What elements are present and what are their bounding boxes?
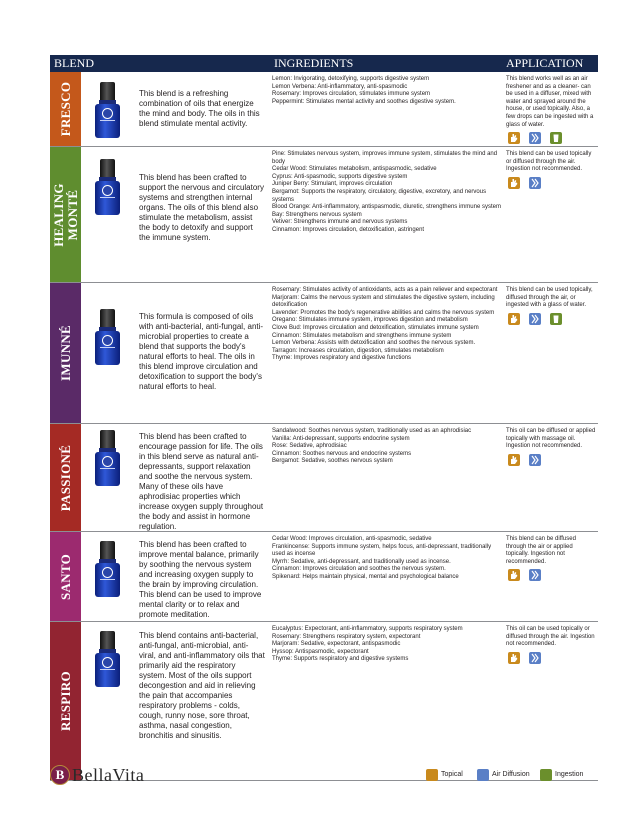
ingredient-item: Cyprus: Anti-spasmodic, supports digestive system bbox=[272, 173, 408, 180]
ingredient-item: Clove Bud: Improves circulation and detoxification, stimulates immune system bbox=[272, 324, 479, 331]
air-diffusion-icon bbox=[529, 569, 541, 581]
ingredients-list bbox=[272, 76, 505, 106]
legend-ingestion: Ingestion bbox=[540, 769, 583, 781]
topical-icon bbox=[508, 652, 520, 664]
blend-row bbox=[50, 147, 598, 283]
topical-icon bbox=[426, 769, 438, 781]
ingredient-item: Lemon Verbena: Assists with detoxification and soothes the nervous system. bbox=[272, 340, 476, 347]
bottle-image bbox=[94, 430, 121, 486]
ingredients-list bbox=[272, 626, 505, 664]
application-text: This oil can be used topically or diffused through the air. Ingestion not recommended. bbox=[506, 626, 595, 648]
ingredient-item: Thyme: Supports respiratory and digestive systems bbox=[272, 656, 409, 663]
blend-description: This blend has been crafted to encourage passion for life. The oils in this blend serve as natural anti-depressants, support relaxation and soothe the nervous system. Many of these oils have aphrodisiac properties which increase oxygen supply throughout the body and assist in hormone regulation. bbox=[139, 432, 264, 531]
ingredient-item: Lemon Verbena: Anti-inflammatory, anti-spasmodic bbox=[272, 83, 408, 90]
ingredient-item: Tarragon: Increases circulation, digestion, stimulates metabolism bbox=[272, 347, 444, 354]
ingredient-item: Bay: Strengthens nervous system bbox=[272, 211, 362, 218]
bottle-image bbox=[94, 82, 121, 138]
blend-name-bar bbox=[50, 622, 81, 780]
ingestion-icon bbox=[550, 313, 562, 325]
blend-name: FRESCO bbox=[57, 81, 73, 137]
air-diffusion-icon bbox=[529, 177, 541, 189]
ingredient-item: Eucalyptus: Expectorant, anti-inflammatory, supports respiratory system bbox=[272, 626, 463, 632]
bottle-image bbox=[94, 159, 121, 215]
blend-name-bar bbox=[50, 147, 81, 282]
ingredient-item: Cinnamon: Soothes nervous and endocrine systems bbox=[272, 450, 412, 457]
table-body bbox=[50, 72, 598, 781]
ingestion-icon bbox=[550, 132, 562, 144]
ingredient-item: Vetiver: Strengthens immune and nervous systems bbox=[272, 219, 408, 226]
air-diffusion-icon bbox=[477, 769, 489, 781]
ingredient-item: Lavender: Promotes the body's regenerative abilities and calms the nervous system bbox=[272, 309, 495, 316]
bottle-image bbox=[94, 631, 121, 687]
ingredient-item: Cinnamon: Improves circulation and soothes the nervous system. bbox=[272, 566, 446, 573]
ingredient-item: Rosemary: Stimulates activity of antioxidants, acts as a pain reliever and expectorant bbox=[272, 287, 498, 293]
blend-name: HEALING MONTÉ bbox=[50, 182, 80, 247]
table-header bbox=[50, 55, 598, 72]
application-icons bbox=[508, 652, 550, 664]
application-text: This blend can be used topically or diffused through the air. Ingestion not recommended. bbox=[506, 151, 592, 173]
blend-name-bar bbox=[50, 72, 81, 146]
brand-name: BellaVita bbox=[72, 765, 145, 785]
header-application: APPLICATION bbox=[506, 56, 584, 70]
blend-name: IMUNNÉ bbox=[57, 325, 73, 381]
air-diffusion-icon bbox=[529, 454, 541, 466]
ingredient-item: Pine: Stimulates nervous system, improves immune system, stimulates the mind and body bbox=[272, 151, 498, 165]
ingredient-item: Lemon: Invigorating, detoxifying, supports digestive system bbox=[272, 76, 430, 82]
topical-icon bbox=[508, 313, 520, 325]
blend-description: This blend is a refreshing combination of oils that energize the mind and body. The oils in this blend stimulate mental activity. bbox=[139, 89, 260, 128]
blend-table bbox=[50, 55, 598, 781]
ingredients-list bbox=[272, 536, 505, 582]
blend-name: PASSIONÉ bbox=[57, 444, 73, 511]
blend-name-bar bbox=[50, 532, 81, 621]
ingredient-item: Cinnamon: Improves circulation, detoxification, astringent bbox=[272, 226, 425, 233]
ingredient-item: Oregano: Stimulates immune system, improves digestion and metabolism bbox=[272, 317, 468, 324]
topical-icon bbox=[508, 569, 520, 581]
header-ingredients: INGREDIENTS bbox=[274, 56, 354, 70]
application-icons bbox=[508, 313, 571, 325]
ingredient-item: Vanilla: Anti-depressant, supports endocrine system bbox=[272, 435, 410, 442]
ingredients-list bbox=[272, 428, 505, 466]
ingredients-list bbox=[272, 287, 505, 363]
bottle-image bbox=[94, 541, 121, 597]
ingredients-list bbox=[272, 151, 505, 235]
ingredient-item: Spikenard: Helps maintain physical, mental and psychological balance bbox=[272, 573, 459, 580]
header-blend: BLEND bbox=[54, 56, 94, 70]
ingredient-item: Peppermint: Stimulates mental activity and soothes digestive system. bbox=[272, 98, 456, 105]
ingredient-item: Cedar Wood: Stimulates metabolism, antispasmodic, sedative bbox=[272, 166, 437, 173]
air-diffusion-icon bbox=[529, 313, 541, 325]
air-diffusion-icon bbox=[529, 132, 541, 144]
blend-row bbox=[50, 283, 598, 424]
topical-icon bbox=[508, 454, 520, 466]
ingredient-item: Cinnamon: Stimulates metabolism and strengthens immune system bbox=[272, 332, 452, 339]
brand-mark: B bbox=[50, 765, 70, 785]
ingredient-item: Myrrh: Sedative, anti-depressant, and traditionally used as incense. bbox=[272, 558, 451, 565]
ingredient-item: Juniper Berry: Stimulant, improves circulation bbox=[272, 181, 393, 188]
application-text: This oil can be diffused or applied topically with massage oil. Ingestion not recommended. bbox=[506, 428, 596, 450]
blend-name-bar bbox=[50, 424, 81, 531]
ingredient-item: Marjoram: Sedative, expectorant, antispasmodic bbox=[272, 641, 401, 648]
ingredient-item: Bergamot: Sedative, soothes nervous system bbox=[272, 458, 393, 465]
ingredient-item: Frankincense: Supports immune system, helps focus, anti-depressant, traditionally used as incense bbox=[272, 543, 492, 558]
ingestion-icon bbox=[540, 769, 552, 781]
legend-air-diffusion: Air Diffusion bbox=[477, 769, 530, 781]
footer bbox=[50, 765, 598, 785]
ingredient-item: Thyme: Improves respiratory and digestive functions bbox=[272, 355, 412, 362]
application-icons bbox=[508, 132, 571, 144]
topical-icon bbox=[508, 177, 520, 189]
blend-name: SANTO bbox=[57, 553, 73, 600]
ingredient-item: Cedar Wood: Improves circulation, anti-spasmodic, sedative bbox=[272, 536, 432, 542]
blend-description: This blend contains anti-bacterial, anti-fungal, anti-microbial, anti-viral, and anti-inflammatory oils that primarily aid the respiratory system. Most of the oils support decongestion and aid in relieving the pain that accompanies respiratory problems - colds, cough, runny nose, sore throat, asthma, nasal congestion, bronchitis and sinusitis. bbox=[139, 631, 265, 740]
blend-description: This formula is composed of oils with anti-bacterial, anti-fungal, anti-microbial properties to create a blend that supports the body's natural efforts to heal. The oils in this blend improve circulation and detoxification to support the body's natural efforts to heal. bbox=[139, 312, 264, 391]
ingredient-item: Marjoram: Calms the nervous system and stimulates the digestive system, including detoxification bbox=[272, 294, 495, 309]
application-text: This blend works well as an air freshener and as a cleaner- can be used in a diffuser, mixed with water and sprayed around the house, or used topically. Also, a few drops can be ingested with a glass of water. bbox=[506, 76, 594, 128]
bottle-image bbox=[94, 309, 121, 365]
air-diffusion-icon bbox=[529, 652, 541, 664]
application-text: This blend can be used topically, diffused through the air, or ingested with a glass of water. bbox=[506, 287, 593, 309]
ingredient-item: Hyssop: Antispasmodic, expectorant bbox=[272, 648, 369, 655]
ingredient-item: Bergamot: Supports the respiratory, circulatory, digestive, excretory, and nervous systems bbox=[272, 188, 487, 203]
application-text: This blend can be diffused through the air or applied topically. Ingestion not recommended. bbox=[506, 536, 576, 565]
ingredient-item: Rosemary: Improves circulation, stimulates immune system bbox=[272, 91, 431, 98]
ingredient-item: Blood Orange: Anti-inflammatory, antispasmodic, diuretic, strengthens immune system bbox=[272, 204, 501, 211]
legend-topical: Topical bbox=[426, 769, 463, 781]
blend-name-bar bbox=[50, 283, 81, 423]
application-icons bbox=[508, 569, 550, 581]
blend-row bbox=[50, 622, 598, 781]
topical-icon bbox=[508, 132, 520, 144]
blend-row bbox=[50, 72, 598, 147]
ingredient-item: Sandalwood: Soothes nervous system, traditionally used as an aphrodisiac bbox=[272, 428, 472, 434]
application-icons bbox=[508, 177, 550, 189]
ingredient-item: Rosemary: Strengthens respiratory system, expectorant bbox=[272, 633, 421, 640]
blend-name: RESPIRO bbox=[57, 671, 73, 731]
blend-row bbox=[50, 532, 598, 622]
blend-description: This blend has been crafted to support the nervous and circulatory systems and strengthen internal organs. The oils of this blend also stimulate the metabolism, assist the body to detoxify and support the immune system. bbox=[139, 173, 264, 242]
blend-row bbox=[50, 424, 598, 532]
application-icons bbox=[508, 454, 550, 466]
blend-description: This blend has been crafted to improve mental balance, primarily by soothing the nervous system and increasing oxygen supply to the brain by improving circulation. This blend can be used to improve mental clarity or to relax and promote meditation. bbox=[139, 540, 262, 619]
ingredient-item: Rose: Sedative, aphrodisiac bbox=[272, 443, 347, 450]
